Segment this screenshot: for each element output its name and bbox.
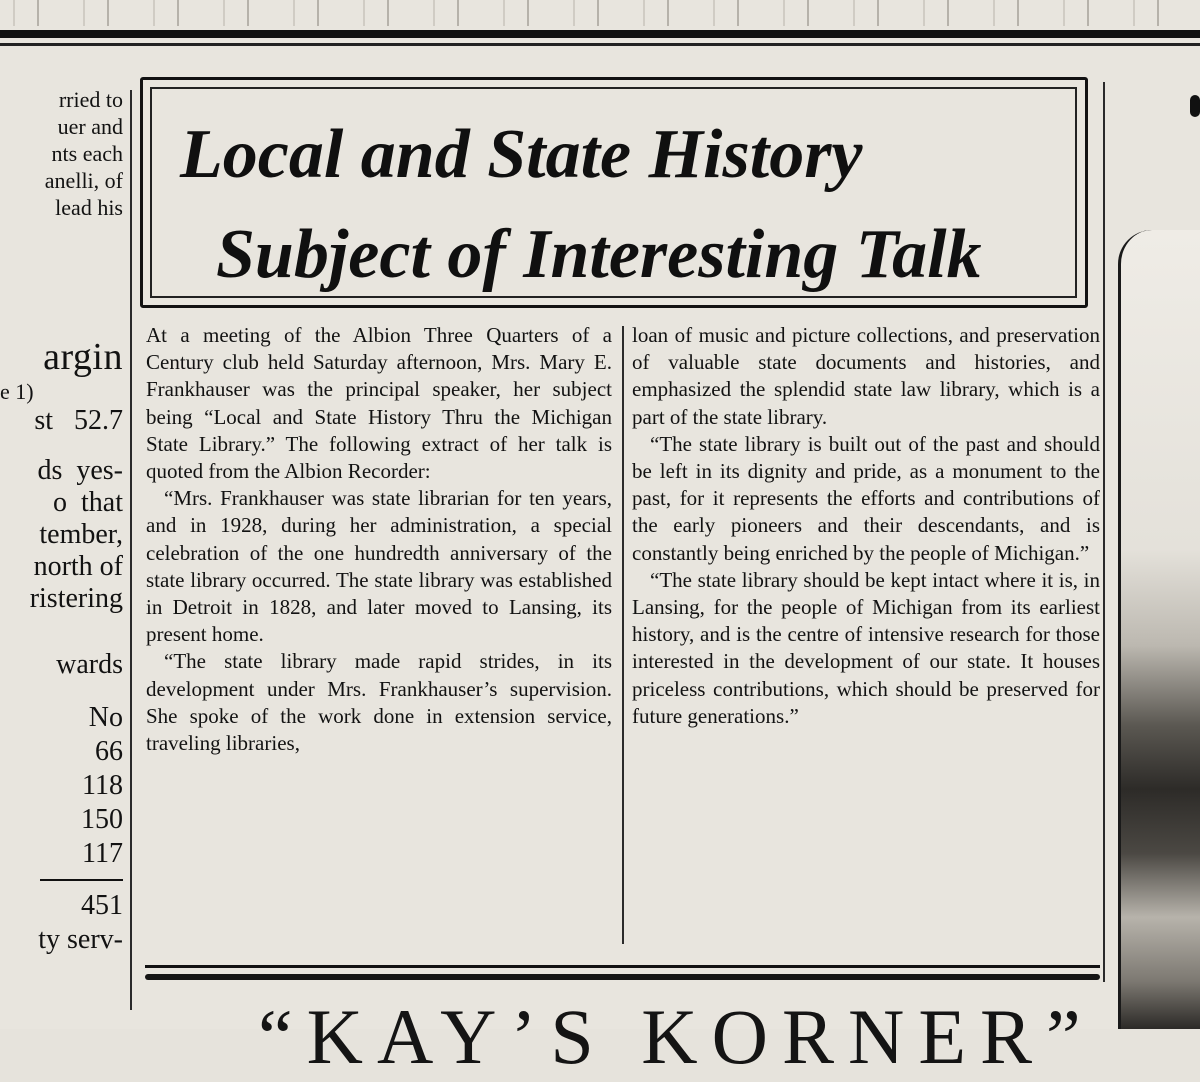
left-line: uer and <box>57 114 123 139</box>
section-rule-thick <box>145 974 1100 980</box>
left-text-line: north of <box>33 551 123 582</box>
top-rule <box>0 30 1200 38</box>
section-rule-thin <box>145 965 1100 968</box>
next-article-headline: “KAY’S KORNER” <box>258 993 1095 1080</box>
column-rule-left <box>130 90 132 1010</box>
headline-line-2: Subject of Interesting Talk <box>216 216 982 293</box>
headline-line-1: Local and State History <box>180 116 863 193</box>
left-text-line: ristering <box>29 583 123 614</box>
left-text-line: o that <box>53 487 123 518</box>
left-number: 66 <box>95 736 123 767</box>
photo-fragment <box>1118 230 1200 1029</box>
left-number: 117 <box>82 838 123 869</box>
masthead-fragment <box>0 0 1200 26</box>
left-number: 118 <box>82 770 123 801</box>
left-line: rried to <box>58 87 123 112</box>
left-last-line: ty serv- <box>38 924 123 955</box>
left-stat-line: st 52.7 <box>34 405 123 436</box>
article-column-2 <box>632 322 1100 730</box>
article-paragraph: “The state library should be kept intact where it is, in Lansing, for the people of Michigan from its earliest history, and is the centre of intensive research for those interested in the development of our state. It houses priceless contributions, which should be preserved for future generations.” <box>632 567 1100 728</box>
left-line: lead his <box>55 195 123 220</box>
left-wards-label: wards <box>56 649 123 680</box>
column-rule-middle <box>622 326 624 944</box>
left-number: 150 <box>81 804 123 835</box>
left-text-line: tember, <box>39 519 123 550</box>
headline <box>170 105 1070 295</box>
article-column-1 <box>146 322 612 757</box>
photo-edge-mark <box>1190 95 1200 117</box>
left-no-label: No <box>88 702 123 733</box>
article-paragraph: “Mrs. Frankhauser was state librarian for ten years, and in 1928, during her administration, a special celebration of the one hundredth anniversary of the state library occurred. The state library was established in Detroit in 1828, and later moved to Lansing, its present home. <box>146 486 612 647</box>
left-total: 451 <box>81 890 123 921</box>
top-thin-rule <box>0 43 1200 46</box>
left-line: anelli, of <box>44 168 123 193</box>
left-line: nts each <box>51 141 123 166</box>
article-paragraph: loan of music and picture collections, and preservation of valuable state documents and histories, and emphasized the splendid state law library, which is a part of the state library. <box>632 323 1100 429</box>
article-paragraph: “The state library made rapid strides, in its development under Mrs. Frankhauser’s supervision. She spoke of the work done in extension service, traveling libraries, <box>146 649 612 756</box>
article-paragraph: “The state library is built out of the past and should be left in its dignity and pride, as a monument to the past, for it represents the efforts and contributions of the early pioneers and their descendants, and is constantly being enriched by the people of Michigan.” <box>632 431 1100 565</box>
left-heading: argin <box>43 336 123 378</box>
column-rule-right <box>1103 82 1105 982</box>
left-column-fragment <box>0 86 123 1029</box>
article-paragraph: At a meeting of the Albion Three Quarters of a Century club held Saturday afternoon, Mrs. Mary E. Frankhauser was the principal speaker, her subject being “Local and State History Thru the Michigan State Library.” The following extract of her talk is quoted from the Albion Recorder: <box>146 323 612 484</box>
left-total-rule <box>40 879 123 881</box>
left-text-line: ds yes- <box>37 455 123 486</box>
left-subhead: e 1) <box>0 379 34 404</box>
